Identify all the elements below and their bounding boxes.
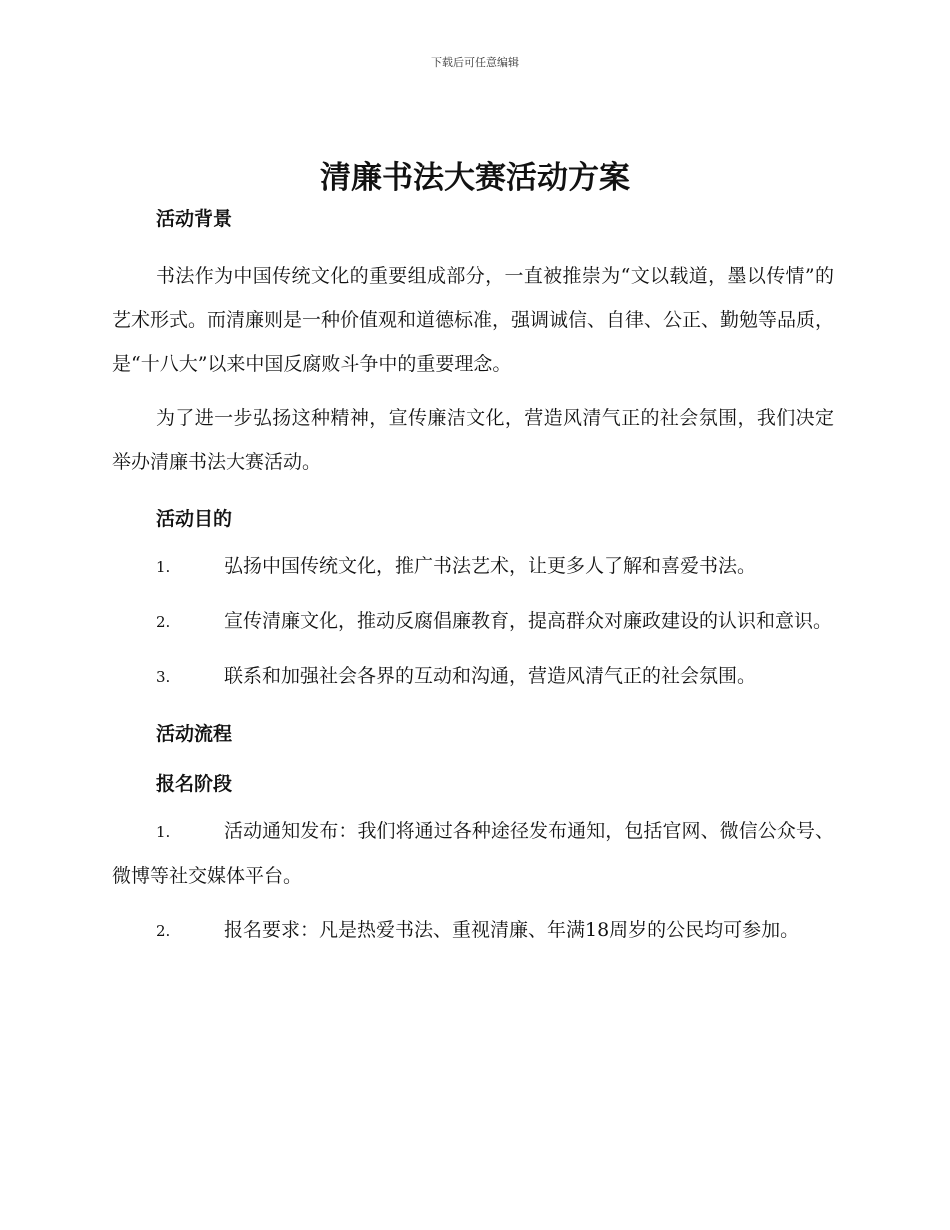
document-body xyxy=(112,204,834,953)
purpose-item-3 xyxy=(112,654,834,699)
list-number: 3. xyxy=(156,668,171,686)
header-note: 下载后可任意编辑 xyxy=(431,56,519,69)
list-text: 报名要求：凡是热爱书法、重视清廉、年满18周岁的公民均可参加。 xyxy=(224,919,800,941)
registration-item-1 xyxy=(112,809,834,898)
purpose-item-2 xyxy=(112,599,834,644)
registration-item-2 xyxy=(112,908,834,953)
background-paragraph-1: 书法作为中国传统文化的重要组成部分，一直被推崇为“文以载道，墨以传情”的艺术形式。而清廉则是一种价值观和道德标准，强调诚信、自律、公正、勤勉等品质，是“十八大”以来中国反腐败斗争中的重要理念。 xyxy=(112,265,835,375)
background-paragraph-2: 为了进一步弘扬这种精神，宣传廉洁文化，营造风清气正的社会氛围，我们决定举办清廉书法大赛活动。 xyxy=(112,407,834,473)
section-heading-purpose: 活动目的 xyxy=(156,508,233,530)
list-number: 1. xyxy=(156,823,171,841)
list-number: 1. xyxy=(156,558,171,576)
list-number: 2. xyxy=(156,613,171,631)
list-text: 联系和加强社会各界的互动和沟通，营造风清气正的社会氛围。 xyxy=(224,665,757,687)
list-text: 活动通知发布：我们将通过各种途径发布通知，包括官网、微信公众号、微博等社交媒体平台。 xyxy=(112,820,834,887)
list-text: 弘扬中国传统文化，推广书法艺术，让更多人了解和喜爱书法。 xyxy=(224,555,757,577)
section-heading-background: 活动背景 xyxy=(156,208,233,230)
list-number: 2. xyxy=(156,922,171,940)
purpose-item-1 xyxy=(112,544,834,589)
section-heading-registration: 报名阶段 xyxy=(156,773,233,795)
list-text: 宣传清廉文化，推动反腐倡廉教育，提高群众对廉政建设的认识和意识。 xyxy=(224,610,833,632)
document-title: 清廉书法大赛活动方案 xyxy=(320,160,630,196)
section-heading-process: 活动流程 xyxy=(156,723,233,745)
